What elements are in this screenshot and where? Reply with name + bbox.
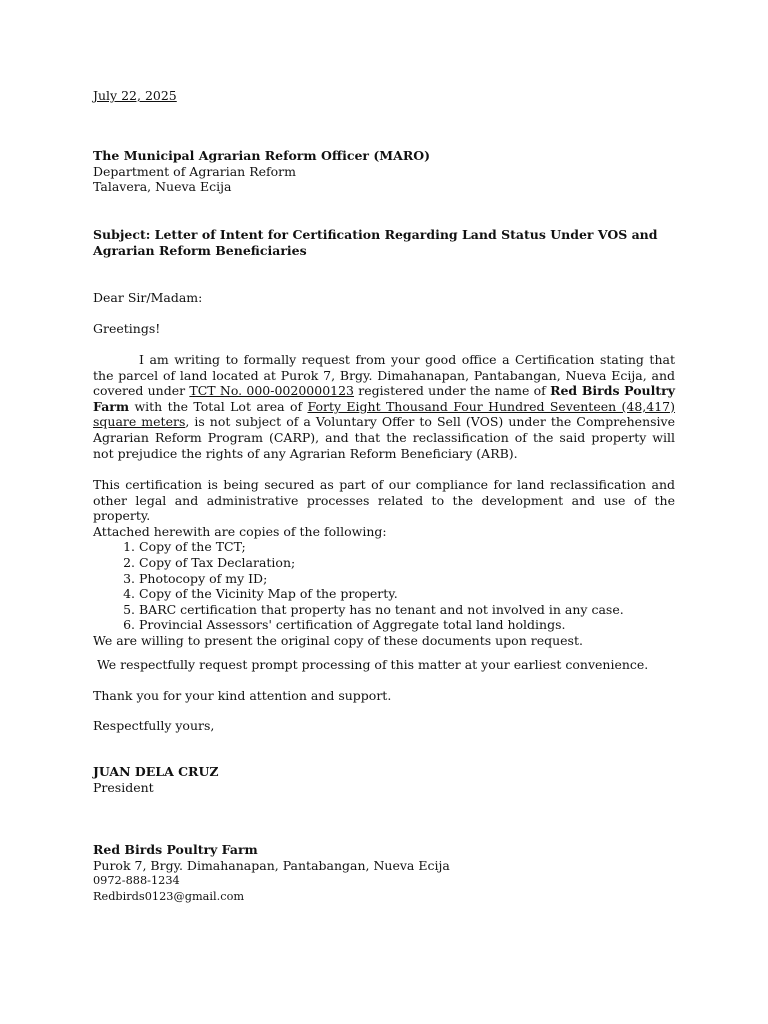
tct-number: TCT No. 000-0020000123: [189, 383, 355, 399]
body1-part1: I am writing to formally request from your good office a Certification stating that the parcel of land located at Purok 7, Brgy. Dimahanapan, Pantabangan, Nueva Ecija, and covered under: [93, 352, 675, 399]
list-item-text: Copy of Tax Declaration;: [139, 554, 296, 570]
list-item-text: Copy of the TCT;: [139, 539, 246, 555]
body-paragraph-2: This certification is being secured as part of our compliance for land reclassification and other legal and administrative processes related to the development and use of the property.: [93, 477, 675, 524]
list-item-number: 6.: [123, 617, 135, 633]
list-item: [93, 586, 675, 602]
attached-intro: Attached herewith are copies of the following:: [93, 523, 387, 539]
list-item-text: Provincial Assessors' certification of Aggregate total land holdings.: [139, 617, 566, 633]
body1-part4: , is not subject of a Voluntary Offer to Sell (VOS) under the Comprehensive Agrarian Reform Program (CARP), and that the reclassification of the said property will not prejudice the rights of any Agrarian Reform Beneficiary (ARB).: [93, 414, 675, 461]
list-item-number: 5.: [123, 601, 135, 617]
signatory-name: JUAN DELA CRUZ: [93, 764, 219, 779]
list-item-number: 3.: [123, 570, 135, 586]
body-paragraph-2-block: [93, 477, 675, 649]
list-item-number: 1.: [123, 539, 135, 555]
salutation: Dear Sir/Madam:: [93, 290, 203, 305]
recipient-location: Talavera, Nueva Ecija: [93, 179, 232, 195]
recipient-department: Department of Agrarian Reform: [93, 163, 296, 179]
sender-phone: 0972-888-1234: [93, 874, 180, 888]
letter-date: July 22, 2025: [93, 88, 177, 103]
signatory-block: [93, 764, 675, 795]
list-item: [93, 602, 675, 618]
recipient-title: The Municipal Agrarian Reform Officer (MARO): [93, 148, 431, 163]
request-statement: We respectfully request prompt processing of this matter at your earliest convenience.: [93, 657, 649, 672]
willing-statement: We are willing to present the original copy of these documents upon request.: [93, 632, 583, 648]
greeting: Greetings!: [93, 321, 161, 336]
signatory-position: President: [93, 779, 154, 795]
body-paragraph-1: [93, 352, 675, 461]
sender-address: Purok 7, Brgy. Dimahanapan, Pantabangan, Nueva Ecija: [93, 857, 450, 873]
subject-line: Subject: Letter of Intent for Certification Regarding Land Status Under VOS and Agrarian Reform Beneficiaries: [93, 227, 658, 258]
sender-block: [93, 842, 675, 904]
list-item: [93, 539, 675, 555]
list-item-text: Photocopy of my ID;: [139, 570, 268, 586]
thanks-statement: Thank you for your kind attention and support.: [93, 688, 392, 703]
list-item-text: Copy of the Vicinity Map of the property.: [139, 586, 398, 602]
closing: Respectfully yours,: [93, 718, 215, 733]
attachments-list: [93, 539, 675, 633]
owner-name: Red Birds Poultry Farm: [93, 383, 676, 414]
list-item: [93, 617, 675, 633]
recipient-block: [93, 148, 675, 195]
lot-area: Forty Eight Thousand Four Hundred Seventeen (48,417) square meters: [93, 398, 676, 430]
list-item-number: 2.: [123, 554, 135, 570]
body1-part2: registered under the name of: [354, 383, 551, 399]
sender-email: Redbirds0123@gmail.com: [93, 889, 245, 903]
sender-company: Red Birds Poultry Farm: [93, 842, 258, 857]
body1-part3: with the Total Lot area of: [129, 398, 308, 414]
list-item-number: 4.: [123, 586, 135, 602]
list-item: [93, 555, 675, 571]
list-item: [93, 571, 675, 587]
list-item-text: BARC certification that property has no tenant and not involved in any case.: [139, 601, 624, 617]
